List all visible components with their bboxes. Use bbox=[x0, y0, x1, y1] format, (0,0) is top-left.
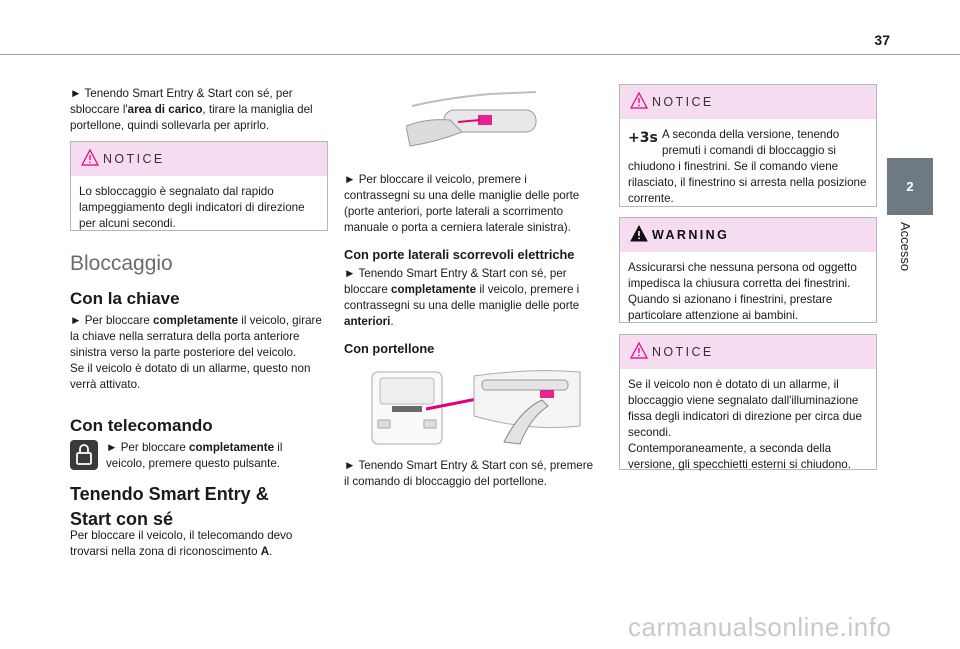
page-number: 37 bbox=[874, 32, 890, 48]
remote-paragraph: ► Per bloccare completamente il veicolo, premere questo pulsante. bbox=[106, 441, 283, 470]
chapter-label-wrap bbox=[898, 222, 928, 302]
sliding-paragraph: ► Tenendo Smart Entry & Start con sé, per bloccare completamente il veicolo, premere i contrassegni su una delle maniglie delle porte anteriori. bbox=[344, 267, 580, 328]
remote-lock-icon bbox=[70, 440, 98, 470]
key-paragraph: ► Per bloccare completamente il veicolo, girare la chiave nella serratura della porta anteriore sinistra verso la parte posteriore del veicolo. Se il veicolo è dotato di un allarme, questo non verrà attivato. bbox=[70, 314, 322, 391]
notice-box-1 bbox=[70, 141, 328, 231]
notice-title: NOTICE bbox=[652, 95, 714, 109]
warning-box bbox=[619, 217, 877, 323]
tailgate-illustration bbox=[370, 366, 584, 448]
notice-text: A seconda della versione, tenendo premuti i comandi di bloccaggio si chiudono i finestrini. Se il comando viene rilasciato, il finestrino si arresta nella posizione corrente. bbox=[628, 128, 867, 205]
smart-paragraph: Per bloccare il veicolo, il telecomando devo trovarsi nella zona di riconoscimento A. bbox=[70, 529, 293, 558]
notice-box-2 bbox=[619, 84, 877, 207]
hold-3s-icon: +3s bbox=[628, 130, 658, 146]
chapter-label: Accesso bbox=[898, 222, 913, 272]
intro-paragraph: ► Tenendo Smart Entry & Start con sé, per sbloccare l'area di carico, tirare la maniglia del portellone, quindi sollevarla per aprirlo. bbox=[70, 87, 313, 132]
notice-box-3 bbox=[619, 334, 877, 470]
caution-icon bbox=[630, 342, 648, 359]
lock-paragraph: ► Per bloccare il veicolo, premere i contrassegni su una delle maniglie delle porte (porte anteriori, porte laterali a scorrimento manuale o porta a cerniera laterale sinistra). bbox=[344, 173, 580, 234]
notice-text: Se il veicolo non è dotato di un allarme, il bloccaggio viene segnalato dall'illuminazione fissa degli indicatori di direzione per circa due secondi. Contemporaneamente, a seconda della versione, gli specchietti esterni si chiudono. bbox=[628, 378, 862, 471]
heading-with-key: Con la chiave bbox=[70, 289, 180, 308]
section-title-bloccaggio: Bloccaggio bbox=[70, 252, 173, 275]
notice-header bbox=[620, 335, 876, 369]
warning-text: Assicurarsi che nessuna persona od oggetto impedisca la chiusura corretta dei finestrini. Quando si azionano i finestrini, prestare particolare attenzione ai bambini. bbox=[628, 261, 857, 322]
notice-body bbox=[620, 119, 876, 215]
heading-sliding-doors: Con porte laterali scorrevoli elettriche bbox=[344, 247, 575, 262]
notice-header bbox=[71, 142, 327, 176]
footer-watermark[interactable]: carmanualsonline.info bbox=[628, 612, 892, 642]
caution-icon bbox=[81, 149, 99, 166]
header-rule bbox=[0, 54, 960, 55]
heading-tailgate: Con portellone bbox=[344, 341, 435, 356]
warning-title: WARNING bbox=[652, 228, 730, 242]
chapter-number: 2 bbox=[906, 179, 914, 194]
door-handle-illustration bbox=[406, 86, 542, 156]
notice-title: NOTICE bbox=[652, 345, 714, 359]
caution-icon bbox=[630, 92, 648, 109]
tailgate-paragraph: ► Tenendo Smart Entry & Start con sé, premere il comando di bloccaggio del portellone. bbox=[344, 459, 594, 488]
warning-header bbox=[620, 218, 876, 252]
warning-icon bbox=[630, 225, 648, 242]
notice-title: NOTICE bbox=[103, 152, 165, 166]
notice-text: Lo sbloccaggio è segnalato dal rapido lampeggiamento degli indicatori di direzione per alcuni secondi. bbox=[79, 185, 305, 230]
chapter-tab[interactable] bbox=[887, 158, 933, 215]
notice-header bbox=[620, 85, 876, 119]
heading-smart-entry: Tenendo Smart Entry & Start con sé bbox=[70, 484, 269, 529]
heading-remote: Con telecomando bbox=[70, 416, 213, 435]
